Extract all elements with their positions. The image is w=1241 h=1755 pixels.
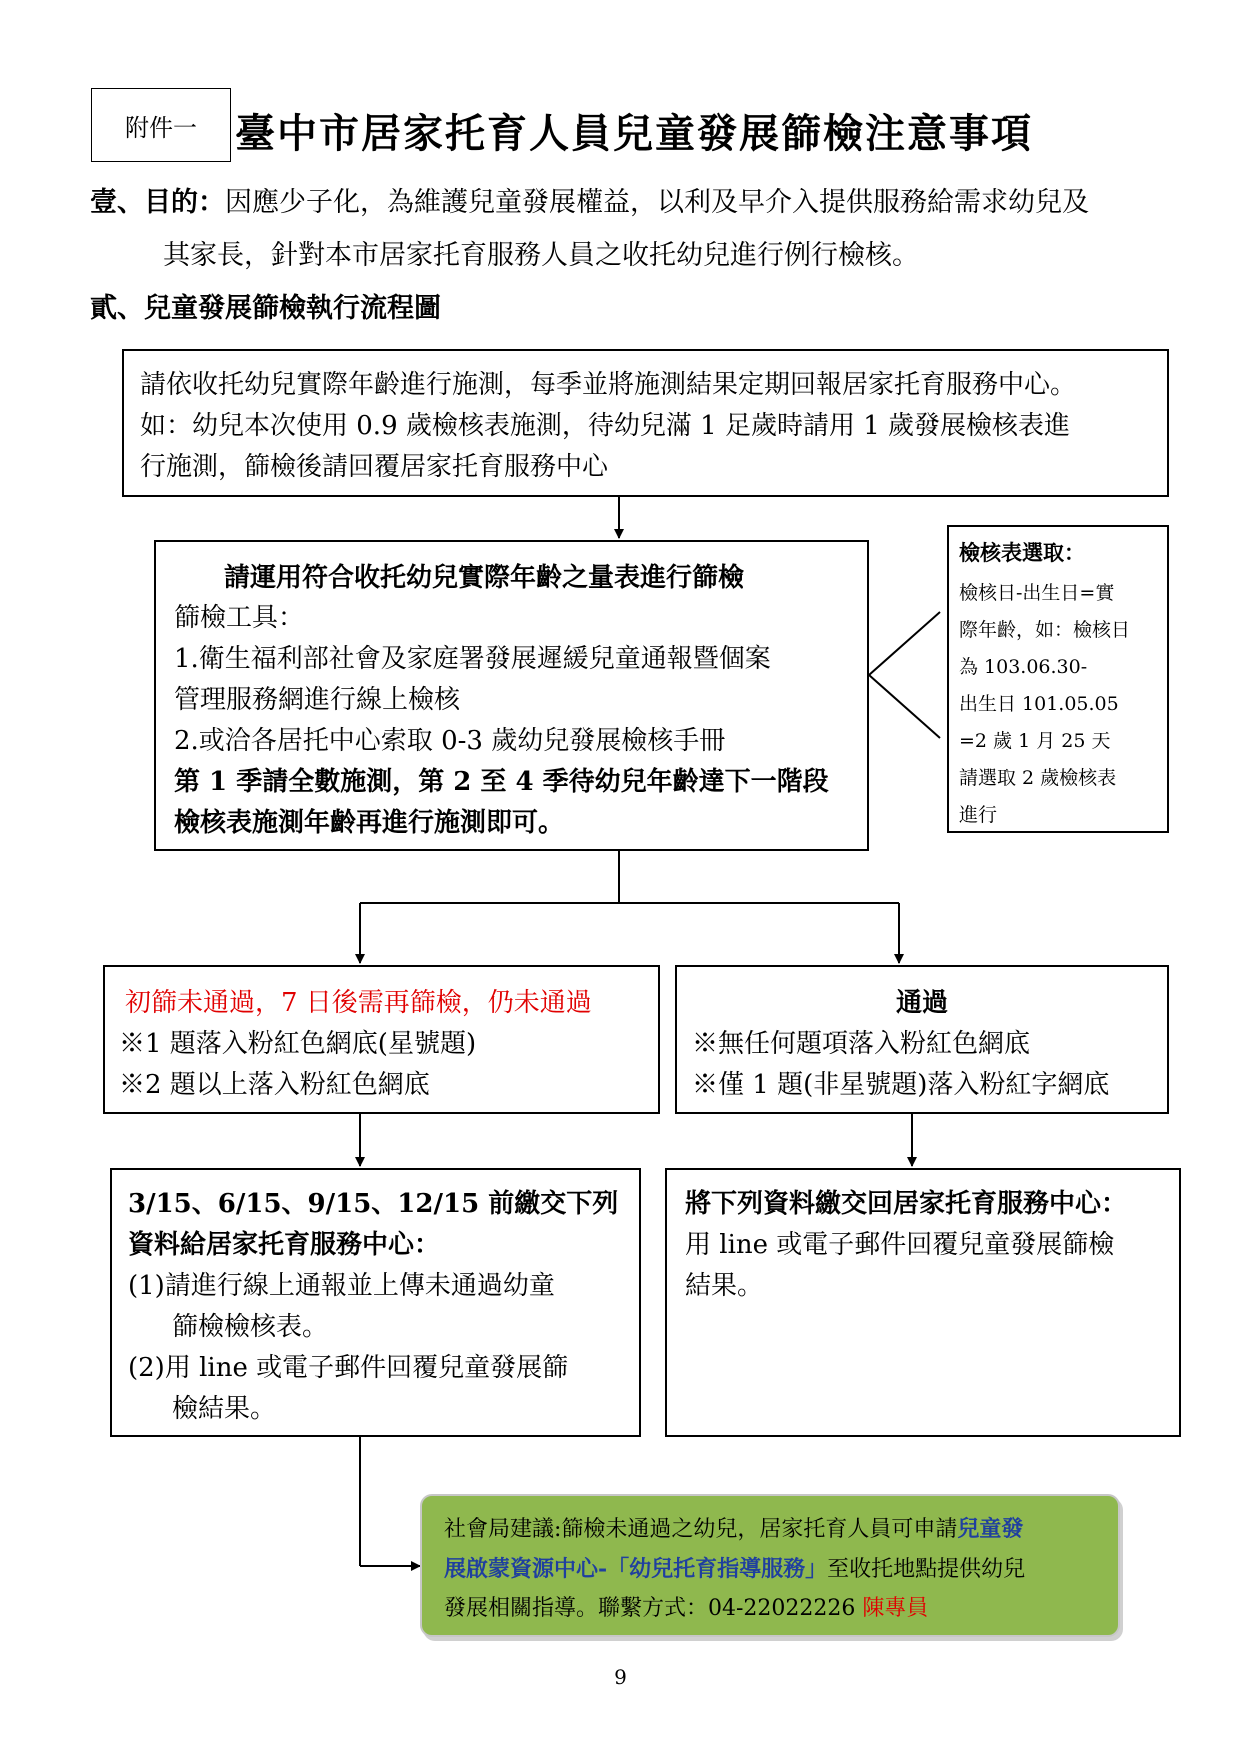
suggestion-service-name: 「幼兒托育指導服務」 xyxy=(607,1556,828,1582)
fail-box-line1: ※1 題落入粉紅色網底(星號題) xyxy=(119,1029,477,1059)
pass-box-title: 通過 xyxy=(895,988,948,1018)
pass-action-line1: 用 line 或電子郵件回覆兒童發展篩檢 xyxy=(685,1230,1115,1260)
suggestion-text: 至收托地點提供幼兒 xyxy=(827,1557,1026,1582)
flow-box-instructions xyxy=(122,349,1169,497)
callout-line: 進行 xyxy=(959,804,998,826)
box2-item1-line2: 管理服務網進行線上檢核 xyxy=(174,685,461,715)
section-purpose-line2: 其家長，針對本市居家托育服務人員之收托幼兒進行例行檢核。 xyxy=(163,240,919,271)
box2-note-line1: 第 1 季請全數施測，第 2 至 4 季待幼兒年齡達下一階段 xyxy=(174,767,829,797)
box2-item2: 2.或洽各居托中心索取 0-3 歲幼兒發展檢核手冊 xyxy=(174,726,726,756)
flow-box-pass-action xyxy=(665,1168,1181,1437)
fail-action-item1-line1: (1)請進行線上通報並上傳未通過幼童 xyxy=(128,1271,555,1301)
section-purpose xyxy=(90,183,1089,223)
suggestion-contact-person: 陳專員 xyxy=(862,1596,929,1621)
callout-age-selection xyxy=(947,525,1169,833)
callout-line: 為 103.06.30- xyxy=(959,656,1088,678)
box2-item1-line1: 1.衛生福利部社會及家庭署發展遲緩兒童通報暨個案 xyxy=(174,644,771,674)
flow-box-pass xyxy=(675,965,1169,1114)
pass-box-line2: ※僅 1 題(非星號題)落入粉紅字網底 xyxy=(692,1070,1110,1100)
suggestion-line1 xyxy=(444,1510,1023,1549)
section-purpose-heading: 壹、目的： xyxy=(90,187,225,218)
box1-line3: 行施測，篩檢後請回覆居家托育服務中心 xyxy=(140,452,609,482)
pass-action-line2: 結果。 xyxy=(685,1271,764,1301)
box2-title: 請運用符合收托幼兒實際年齡之量表進行篩檢 xyxy=(224,563,745,593)
box1-line2: 如：幼兒本次使用 0.9 歲檢核表施測，待幼兒滿 1 足歲時請用 1 歲發展檢核表進 xyxy=(140,411,1071,441)
callout-line: 出生日 101.05.05 xyxy=(959,693,1119,715)
page-title: 臺中市居家托育人員兒童發展篩檢注意事項 xyxy=(235,110,1033,157)
callout-body xyxy=(959,575,1130,834)
suggestion-center-name: 兒童發 xyxy=(957,1516,1024,1542)
suggestion-center-name-cont: 展啟蒙資源中心- xyxy=(444,1556,608,1582)
page-number: 9 xyxy=(614,1665,627,1689)
callout-line: 檢核日-出生日=實 xyxy=(959,582,1115,604)
fail-box-title: 初篩未通過，7 日後需再篩檢，仍未通過 xyxy=(125,988,592,1018)
fail-action-item1-line2: 篩檢檢核表。 xyxy=(172,1312,329,1342)
callout-pointer xyxy=(869,612,940,738)
pass-box-line1: ※無任何題項落入粉紅色網底 xyxy=(692,1029,1031,1059)
fail-action-title-line1: 3/15、6/15、9/15、12/15 前繳交下列 xyxy=(128,1189,619,1219)
box2-tools-label: 篩檢工具： xyxy=(174,603,305,633)
attachment-label-box xyxy=(91,88,231,162)
section-flowchart-heading: 貳、兒童發展篩檢執行流程圖 xyxy=(90,293,441,324)
flow-box-screening-tools xyxy=(154,540,869,851)
callout-line: 請選取 2 歲檢核表 xyxy=(959,767,1117,789)
fail-action-item2-line2: 檢結果。 xyxy=(172,1394,277,1424)
fail-box-line2: ※2 題以上落入粉紅色網底 xyxy=(119,1070,430,1100)
box1-line1: 請依收托幼兒實際年齡進行施測，每季並將施測結果定期回報居家托育服務中心。 xyxy=(140,370,1077,400)
box2-note-line2: 檢核表施測年齡再進行施測即可。 xyxy=(174,808,565,838)
callout-title: 檢核表選取： xyxy=(959,540,1085,565)
callout-line: =2 歲 1 月 25 天 xyxy=(959,730,1111,752)
fail-action-item2-line1: (2)用 line 或電子郵件回覆兒童發展篩 xyxy=(128,1353,569,1383)
pass-action-title: 將下列資料繳交回居家托育服務中心： xyxy=(685,1189,1128,1219)
suggestion-line2 xyxy=(444,1550,1025,1589)
suggestion-contact: 發展相關指導。聯繫方式：04-22022226 xyxy=(444,1596,863,1621)
suggestion-box xyxy=(420,1494,1120,1637)
callout-line: 際年齡，如：檢核日 xyxy=(959,619,1131,641)
suggestion-line3 xyxy=(444,1590,928,1628)
flow-box-fail-action xyxy=(110,1168,641,1437)
fail-action-title-line2: 資料給居家托育服務中心： xyxy=(128,1230,441,1260)
flow-box-fail xyxy=(103,965,660,1114)
suggestion-text: 社會局建議:篩檢未通過之幼兒，居家托育人員可申請 xyxy=(444,1517,958,1542)
section-purpose-line1: 因應少子化，為維護兒童發展權益，以利及早介入提供服務給需求幼兒及 xyxy=(225,187,1089,218)
attachment-label: 附件一 xyxy=(125,113,197,142)
